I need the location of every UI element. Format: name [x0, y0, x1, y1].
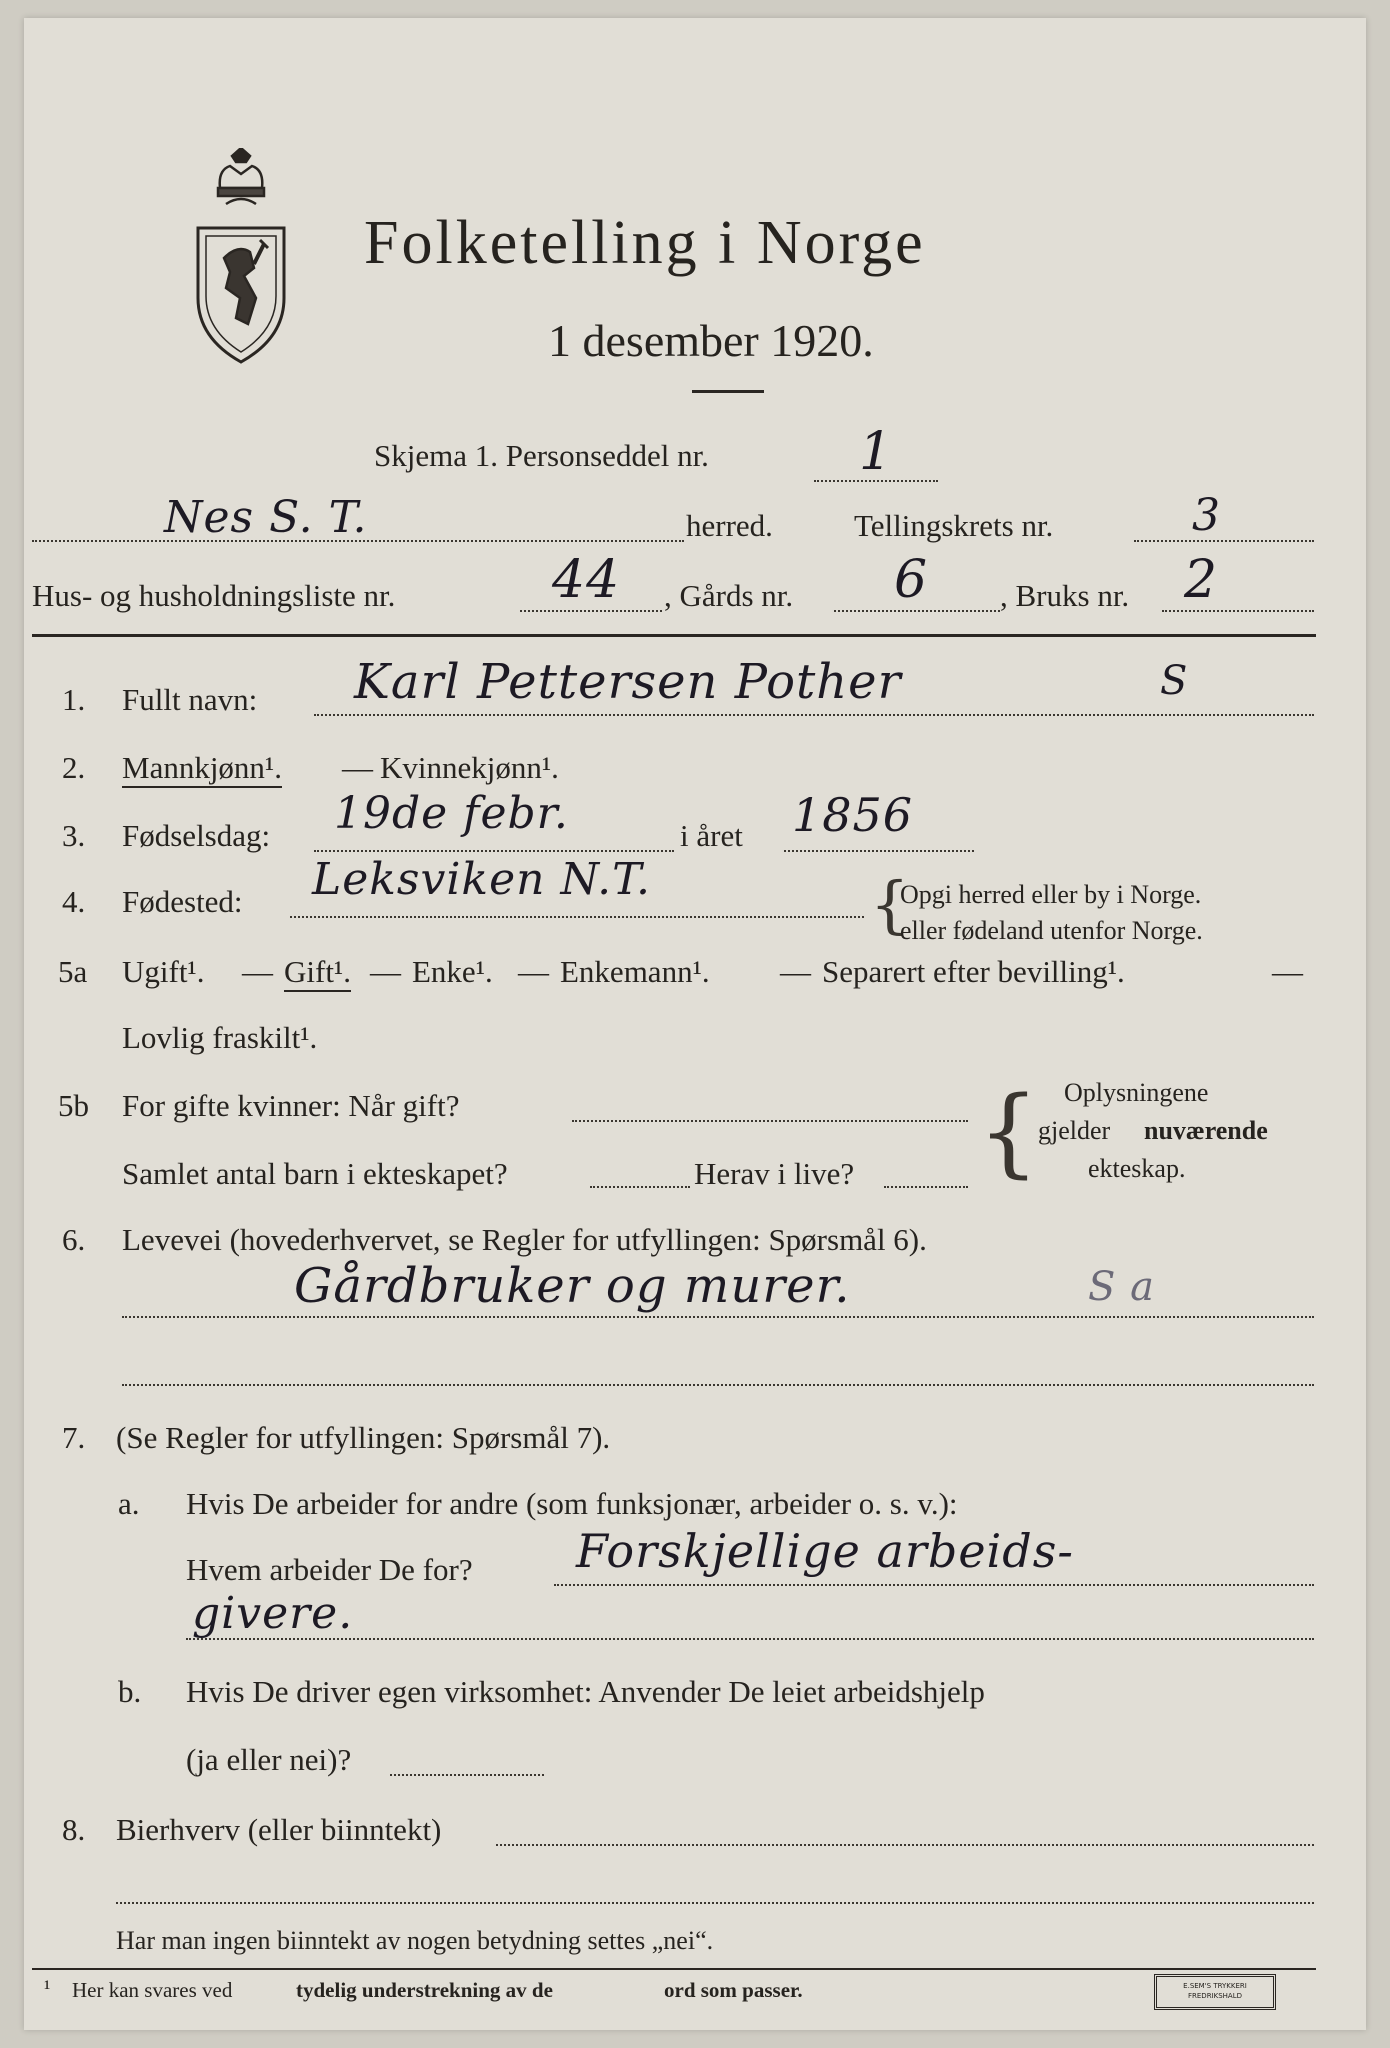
q7a-line2: Hvem arbeider De for? [186, 1552, 473, 1587]
q6-mark: S a [1088, 1264, 1155, 1310]
q4-note-line2: eller fødeland utenfor Norge. [900, 916, 1203, 945]
birthplace-field[interactable] [290, 916, 864, 918]
bruks-label: , Bruks nr. [1000, 578, 1130, 613]
q5b-note-line2b: nuværende [1144, 1116, 1268, 1145]
printer-line1: E.SEM'S TRYKKERI [1183, 1982, 1247, 1990]
q1-label: Fullt navn: [122, 682, 258, 717]
employer-field-2[interactable] [186, 1638, 1314, 1640]
q5a-sep-4: — [780, 954, 811, 989]
side-income-note: Har man ingen biinntekt av nogen betydning settes „nei“. [116, 1926, 714, 1955]
gards-field[interactable] [834, 610, 1000, 612]
bruks-value: 2 [1184, 550, 1219, 610]
occupation-field-2[interactable] [122, 1384, 1314, 1386]
husliste-value: 44 [552, 550, 621, 610]
q2-number: 2. [62, 750, 86, 785]
q5b-number: 5b [58, 1088, 89, 1123]
q4-note-line1: Opgi herred eller by i Norge. [900, 880, 1202, 909]
q5b-note-line2a: gjelder [1038, 1116, 1111, 1145]
q5a-sep-2: — [370, 954, 401, 989]
q5b-line1: For gifte kvinner: Når gift? [122, 1088, 460, 1123]
q1-mark: S [1160, 658, 1189, 704]
marriage-date-field[interactable] [572, 1120, 968, 1122]
q5a-number: 5a [58, 954, 88, 989]
q7-number: 7. [62, 1420, 86, 1455]
full-name-value: Karl Pettersen Pother [354, 654, 902, 710]
q7b-letter: b. [118, 1674, 142, 1709]
footnote-text-a: Her kan svares ved [72, 1978, 233, 2002]
q5b-alive-label: Herav i live? [694, 1156, 855, 1191]
employer-field-1[interactable] [554, 1584, 1314, 1586]
printer-line2: FREDRIKSHALD [1187, 1992, 1242, 2000]
printer-stamp [1154, 1974, 1276, 2010]
husliste-field[interactable] [520, 610, 662, 612]
birthyear-field[interactable] [784, 850, 974, 852]
q5b-brace: { [978, 1076, 1040, 1188]
q5b-note-line3: ekteskap. [1088, 1154, 1186, 1183]
q7a-line1: Hvis De arbeider for andre (som funksjonær, arbeider o. s. v.): [186, 1486, 958, 1521]
footnote-rule [32, 1968, 1316, 1970]
side-income-field-2[interactable] [116, 1902, 1314, 1904]
enkemann-option[interactable]: Enkemann¹. [560, 954, 710, 989]
tellingskrets-value: 3 [1192, 490, 1221, 541]
tellingskrets-field[interactable] [1134, 540, 1314, 542]
husliste-label: Hus- og husholdningsliste nr. [32, 578, 396, 613]
female-option[interactable]: Kvinnekjønn¹. [380, 750, 559, 785]
occupation-field-1[interactable] [122, 1316, 1314, 1318]
footnote-text-b: tydelig understrekning av de [296, 1978, 553, 2002]
q2-separator: — [342, 750, 373, 785]
q8-label: Bierhverv (eller biinntekt) [116, 1812, 442, 1847]
schema-label: Skjema 1. Personseddel nr. [374, 438, 709, 473]
q7b-line2: (ja eller nei)? [186, 1742, 352, 1777]
footnote-mark: ¹ [44, 1976, 51, 2000]
header-rule [32, 634, 1316, 637]
employer-value-2: givere. [192, 1588, 354, 1639]
gift-option[interactable]: Gift¹. [284, 954, 351, 992]
side-income-field-1[interactable] [496, 1844, 1314, 1846]
ugift-option[interactable]: Ugift¹. [122, 954, 205, 989]
coat-of-arms-icon [192, 148, 290, 368]
enke-option[interactable]: Enke¹. [412, 954, 493, 989]
bruks-field[interactable] [1162, 610, 1314, 612]
census-form [24, 18, 1366, 2030]
hired-help-field[interactable] [390, 1774, 544, 1776]
birthyear-label: i året [680, 818, 743, 853]
q1-number: 1. [62, 682, 86, 717]
birthplace-value: Leksviken N.T. [312, 854, 651, 905]
q5a-sep-1: — [242, 954, 273, 989]
q7-label: (Se Regler for utfyllingen: Spørsmål 7). [116, 1420, 611, 1455]
occupation-value: Gårdbruker og murer. [294, 1258, 851, 1314]
q3-number: 3. [62, 818, 86, 853]
personseddel-value: 1 [859, 422, 894, 482]
employer-value-1: Forskjellige arbeids- [576, 1524, 1074, 1578]
children-count-field[interactable] [590, 1186, 690, 1188]
q4-label: Fødested: [122, 884, 243, 919]
birthdate-field[interactable] [314, 850, 674, 852]
q5b-children-label: Samlet antal barn i ekteskapet? [122, 1156, 508, 1191]
q8-number: 8. [62, 1812, 86, 1847]
children-alive-field[interactable] [884, 1186, 968, 1188]
q5b-note-line1: Oplysningene [1064, 1078, 1209, 1107]
q6-number: 6. [62, 1222, 86, 1257]
gards-label: , Gårds nr. [664, 578, 794, 613]
q4-brace: { [870, 868, 910, 941]
herred-label: herred. [686, 508, 773, 543]
form-title: Folketelling i Norge [364, 209, 926, 277]
q7b-line1: Hvis De driver egen virksomhet: Anvender De leiet arbeidshjelp [186, 1674, 985, 1709]
q4-number: 4. [62, 884, 86, 919]
q5a-sep-5: — [1272, 954, 1303, 989]
q5a-sep-3: — [518, 954, 549, 989]
census-date: 1 desember 1920. [548, 315, 874, 366]
male-option[interactable]: Mannkjønn¹. [122, 750, 282, 788]
herred-value: Nes S. T. [164, 492, 368, 543]
tellingskrets-label: Tellingskrets nr. [854, 508, 1054, 543]
separert-option[interactable]: Separert efter bevilling¹. [822, 954, 1125, 989]
birthyear-value: 1856 [792, 788, 914, 842]
title-divider [692, 390, 764, 393]
q3-label: Fødselsdag: [122, 818, 271, 853]
birthdate-value: 19de febr. [334, 788, 569, 839]
q6-label: Levevei (hovederhvervet, se Regler for utfyllingen: Spørsmål 6). [122, 1222, 927, 1257]
footnote-text-c: ord som passer. [664, 1978, 803, 2002]
q7a-letter: a. [118, 1486, 140, 1521]
full-name-field[interactable] [314, 714, 1314, 716]
gards-value: 6 [894, 550, 929, 610]
fraskilt-option[interactable]: Lovlig fraskilt¹. [122, 1020, 318, 1055]
